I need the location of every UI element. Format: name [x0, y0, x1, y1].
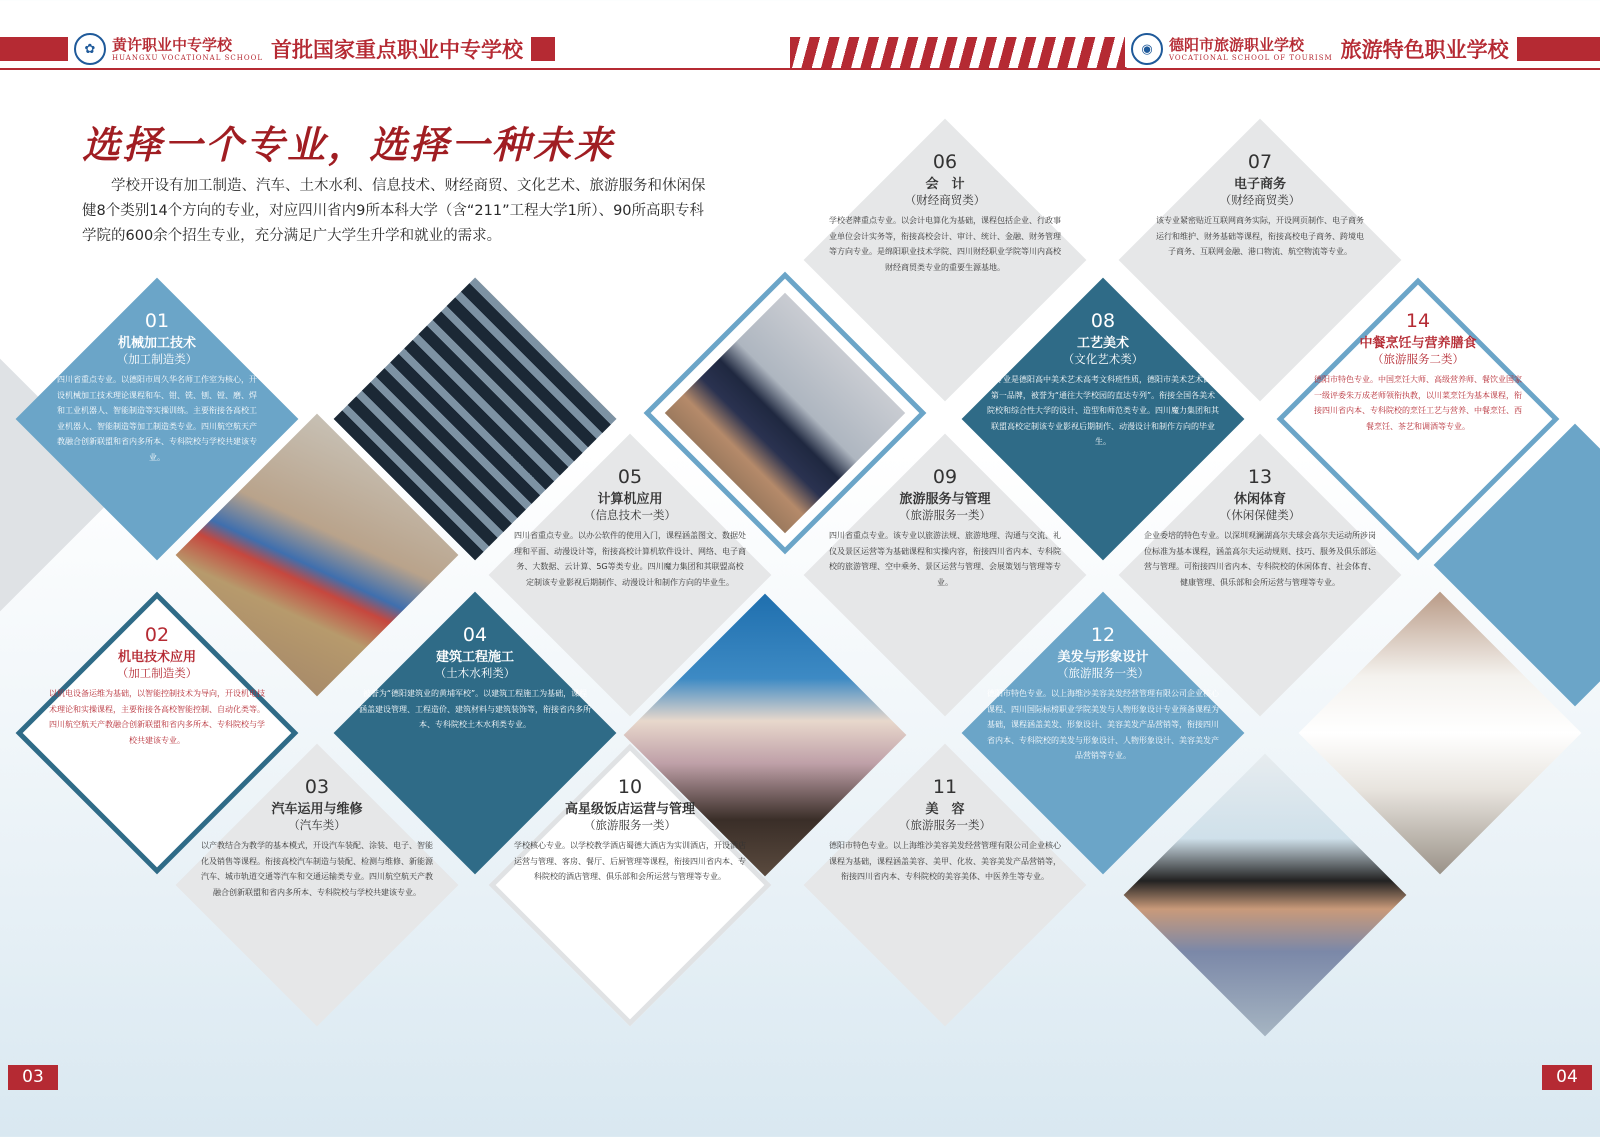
major-description: 德阳市特色专业。中国烹饪大师、高级营养师、餐饮业国家一级评委朱万成老师领衔执教，以川菜烹饪为基本课程，衔接四川省内本、专科院校的烹饪工艺与营养、中餐烹饪、西餐烹饪、茶艺和调酒等专业。 — [1314, 375, 1522, 431]
left-slogan: 首批国家重点职业中专学校 — [270, 38, 523, 62]
major-name: 建筑工程施工 — [435, 650, 514, 665]
major-name: 工艺美术 — [1076, 336, 1129, 351]
major-name: 汽车运用与维修 — [271, 802, 363, 817]
major-number: 02 — [144, 624, 170, 646]
major-name: 计算机应用 — [597, 492, 663, 507]
major-number: 12 — [1090, 624, 1116, 646]
major-name: 美发与形象设计 — [1057, 650, 1149, 665]
right-school-name-en: VOCATIONAL SCHOOL OF TOURISM — [1169, 53, 1333, 62]
major-description: 四川省重点专业。该专业以旅游法规、旅游地理、沟通与交流、礼仪及景区运营等为基础课程和实操内容，衔接四川省内本、专科院校的旅游管理、空中乘务、景区运营与管理、会展策划与管理等专业。 — [829, 531, 1061, 587]
major-category: （旅游服务一类） — [899, 818, 991, 832]
major-description: 企业委培的特色专业。以深圳观澜湖高尔夫球会高尔夫运动所涉岗位标准为基本课程，涵盖高尔夫运动规则、技巧、服务及俱乐部运营与管理。可衔接四川省内本、专科院校的休闲体育、社会体育、健康管理、俱乐部和会所运营与管理等专业。 — [1144, 531, 1376, 587]
major-number: 13 — [1247, 466, 1273, 488]
major-category: （信息技术一类） — [584, 508, 676, 522]
major-category: （土木水利类） — [434, 666, 516, 680]
major-name: 机电技术应用 — [117, 650, 196, 665]
left-school-block — [68, 31, 531, 67]
major-number: 09 — [932, 466, 958, 488]
major-description: 德阳市特色专业。以上海维沙美容美发经营管理有限公司企业核心课程、四川国际标榜职业学院美发与人物形象设计专业预备课程为基础，课程涵盖美发、形象设计、美容美发产品营销等，衔接四川省内本、专科院校的美发与形象设计、人物形象设计、美容美发产品营销等专业。 — [987, 689, 1219, 760]
major-name: 中餐烹饪与营养膳食 — [1359, 336, 1477, 351]
major-number: 08 — [1090, 310, 1116, 332]
page-number-right: 04 — [1542, 1065, 1592, 1090]
major-number: 05 — [617, 466, 643, 488]
major-category: （旅游服务一类） — [584, 818, 676, 832]
page-number-left: 03 — [8, 1065, 58, 1090]
right-slogan: 旅游特色职业学校 — [1340, 38, 1509, 62]
major-name: 高星级饭店运营与管理 — [564, 802, 695, 817]
major-description: 该专业是德阳高中美术艺术高考文科班性质，德阳市美术艺术高考第一品牌，被誉为“通往大学校园的直达专列”。衔接全国各美术院校和综合性大学的设计、造型和师范类专业。四川魔力集团和其联盟高校定制该专业影视后期制作、动漫设计和制作方向的毕业生。 — [987, 375, 1219, 446]
major-description: 该专业紧密贴近互联网商务实际，开设网页制作、电子商务运行和维护、财务基础等课程，衔接高校电子商务、跨境电子商务、互联网金融、港口物流、航空物流等专业。 — [1156, 216, 1364, 256]
major-number: 07 — [1247, 151, 1273, 173]
left-school-name: 黄许职业中专学校 — [112, 35, 233, 54]
major-description: 学校核心专业。以学校教学酒店蜀德大酒店为实训酒店，开设酒店运营与管理、客房、餐厅、后厨管理等课程，衔接四川省内本、专科院校的酒店管理、俱乐部和会所运营与管理等专业。 — [514, 841, 746, 881]
major-category: （财经商贸类） — [1219, 193, 1301, 207]
school-logo-icon: ✿ — [74, 33, 106, 65]
major-category: （旅游服务二类） — [1372, 352, 1464, 366]
major-14 — [1283, 284, 1553, 554]
major-category: （汽车类） — [288, 818, 346, 832]
major-description: 以机电设备运维为基础，以智能控制技术为导向，开设机电技术理论和实操课程，主要衔接各高校智能控制、自动化类等。四川航空航天产教融合创新联盟和省内多所本、专科院校与学校共建该专业。 — [49, 689, 265, 745]
major-10 — [495, 750, 765, 1020]
intro-paragraph: 学校开设有加工制造、汽车、土木水利、信息技术、财经商贸、文化艺术、旅游服务和休闲保健8个类别14个方向的专业，对应四川省内9所本科大学（含“211”工程大学1所）、90所高职专科学院的600余个招生专业，充分满足广大学生升学和就业的需求。 — [82, 178, 706, 244]
major-name: 电子商务 — [1233, 177, 1286, 192]
major-description: 被誉为“德阳建筑业的黄埔军校”。以建筑工程施工为基础，课程涵盖建设管理、工程造价、建筑材料与建筑装饰等，衔接省内多所本、专科院校土木水利类专业。 — [359, 689, 591, 729]
major-description: 以产教结合为教学的基本模式，开设汽车装配、涂装、电子、智能化及销售等课程。衔接高校汽车制造与装配、检测与维修、新能源汽车、城市轨道交通等汽车和交通运输类专业。四川航空航天产教融合创新联盟和省内多所本、专科院校与学校共建该专业。 — [201, 841, 433, 897]
major-name: 休闲体育 — [1233, 492, 1286, 507]
major-description: 四川省重点专业。以办公软件的使用入门，课程涵盖图文、数据处理和平面、动漫设计等，衔接高校计算机软件设计、网络、电子商务、大数据、云计算、5G等类专业。四川魔力集团和其联盟高校定制该专业影视后期制作、动漫设计和制作方向的毕业生。 — [514, 531, 746, 587]
right-school-block — [1125, 31, 1517, 67]
right-school-name: 德阳市旅游职业学校 — [1169, 35, 1305, 54]
major-number: 14 — [1405, 310, 1431, 332]
header-rule — [0, 68, 1600, 70]
major-number: 10 — [617, 776, 643, 798]
major-01 — [22, 284, 292, 554]
tourism-logo-icon: ◉ — [1131, 33, 1163, 65]
major-description: 四川省重点专业。以德阳市周久华名师工作室为核心，开设机械加工技术理论课程和车、钳、铣、刨、镗、磨、焊和工业机器人、智能制造等实操训练。主要衔接各高校工业机器人、智能制造等加工制造类专业。四川航空航天产教融合创新联盟和省内多所本、专科院校与学校共建该专业。 — [57, 375, 257, 462]
major-number: 03 — [304, 776, 330, 798]
page-title: 选择一个专业，选择一种未来 — [82, 122, 616, 167]
header-stripes — [790, 37, 1130, 70]
major-category: （财经商贸类） — [904, 193, 986, 207]
major-category: （休闲保健类） — [1219, 508, 1301, 522]
major-name: 美 容 — [925, 802, 965, 817]
major-description: 学校老牌重点专业。以会计电算化为基础，课程包括企业、行政事业单位会计实务等，衔接高校会计、审计、统计、金融、财务管理等方向专业。是绵阳职业技术学院、四川财经职业学院等川内高校财经商贸类专业的重要生源基地。 — [829, 216, 1061, 272]
left-school-name-en: HUANGXU VOCATIONAL SCHOOL — [112, 53, 263, 62]
major-description: 德阳市特色专业。以上海维沙美容美发经营管理有限公司企业核心课程为基础，课程涵盖美容、美甲、化妆、美容美发产品营销等，衔接四川省内本、专科院校的美容美体、中医养生等专业。 — [829, 841, 1061, 881]
major-name: 机械加工技术 — [117, 336, 196, 351]
major-category: （加工制造类） — [116, 666, 198, 680]
major-number: 04 — [462, 624, 488, 646]
major-05 — [495, 440, 765, 710]
major-category: （旅游服务一类） — [1057, 666, 1149, 680]
major-number: 01 — [144, 310, 170, 332]
major-category: （旅游服务一类） — [899, 508, 991, 522]
major-name: 会 计 — [925, 177, 965, 192]
major-number: 11 — [932, 776, 958, 798]
major-category: （文化艺术类） — [1062, 352, 1144, 366]
major-name: 旅游服务与管理 — [899, 492, 991, 507]
major-category: （加工制造类） — [116, 352, 198, 366]
major-number: 06 — [932, 151, 958, 173]
